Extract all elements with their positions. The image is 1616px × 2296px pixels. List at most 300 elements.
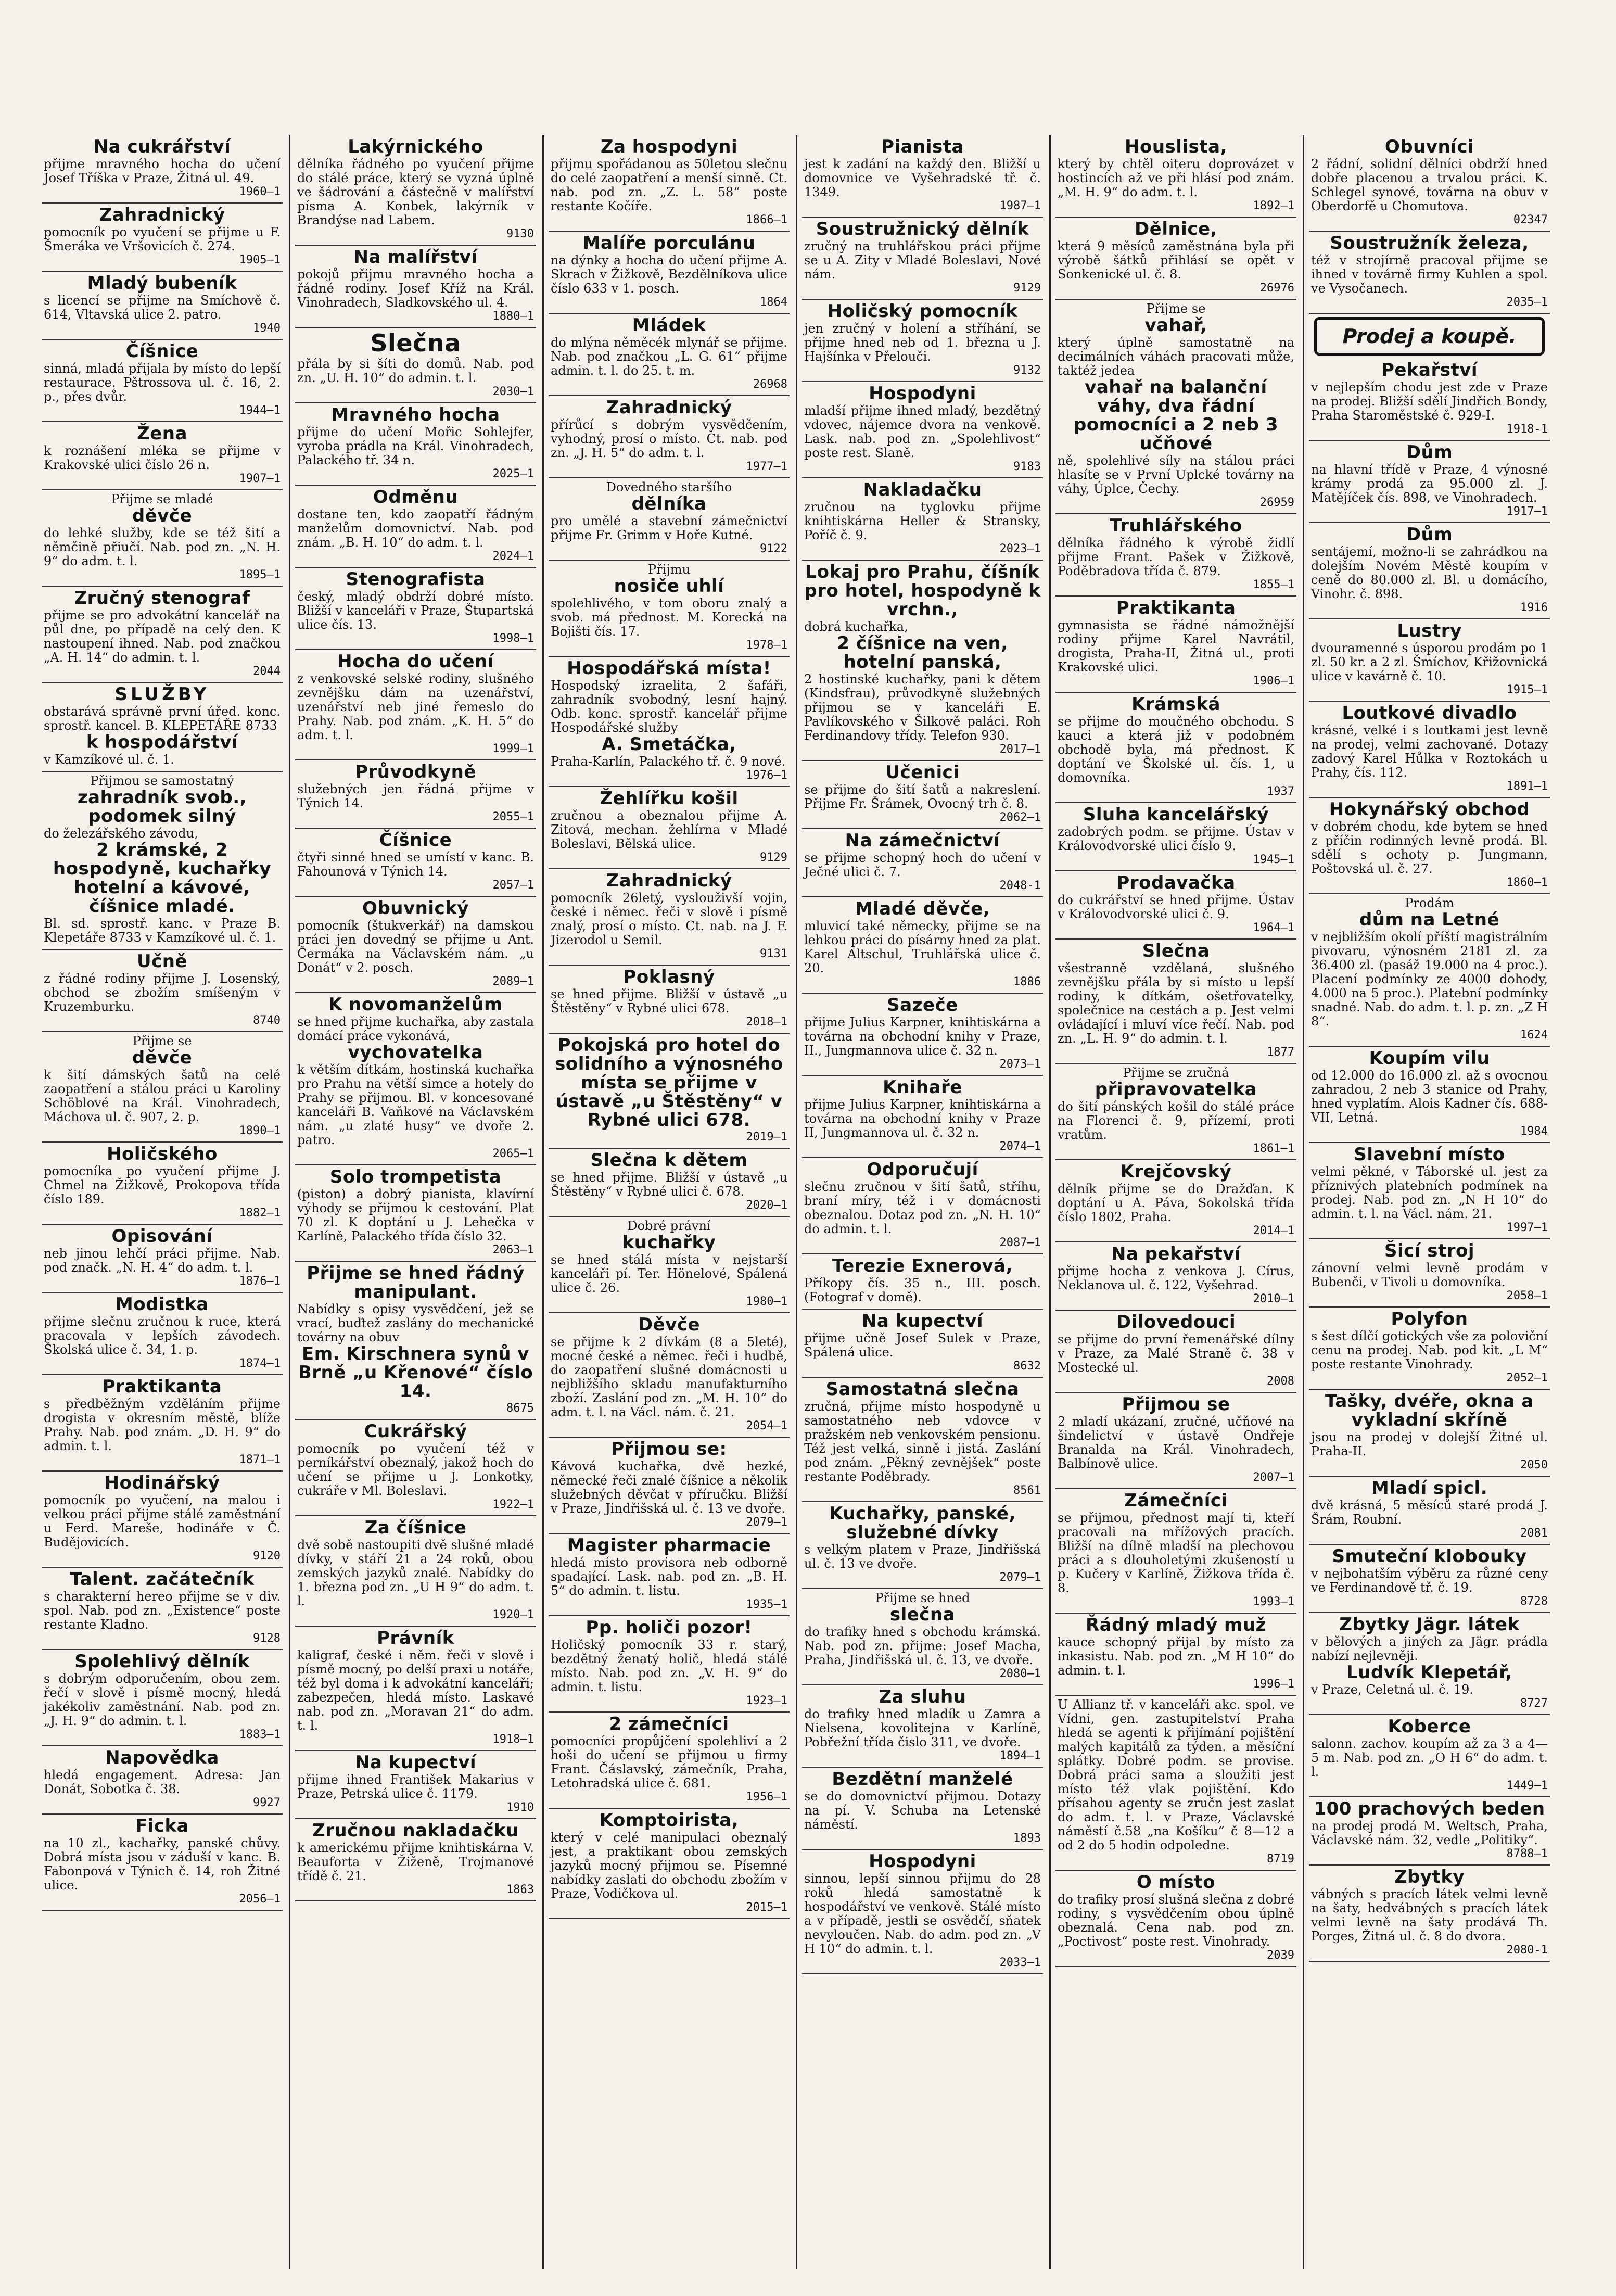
classified-ad [1055,1871,1296,1967]
classified-ad [42,1815,283,1911]
ad-heading: Na pekařství [1111,1244,1241,1264]
ad-body: pro umělé a stavební zámečnictví přijme Fr. Grimm v Hoře Kutné. [551,514,787,542]
ad-reference-number: 9131 [760,947,787,960]
ad-heading: Zbytky Jägr. látek [1339,1614,1520,1635]
ad-body: slečnu zručnou v šití šatů, stříhu, braní míry, též i v domácnosti obeznalou. Dotaz pod zn. „N. H. 10“ do admin. t. l. [804,1179,1041,1236]
ad-reference-number: 2015—1 [746,1901,787,1914]
ad-heading: Dilovedouci [1116,1312,1236,1333]
ad-heading: Bezdětní manželé [832,1769,1013,1790]
ad-heading: Dům [1406,442,1453,463]
ad-body: do šití pánských košil do stálé práce na Florenci č. 9, přízemí, proti vratům. [1058,1099,1294,1142]
ad-heading: Soustružnický dělník [816,219,1029,239]
ad-heading: dům na Letné [1359,909,1500,930]
ad-body: mladší přijme ihned mladý, bezdětný vdovec, nájemce dvora na venkově. Lask. nab. pod zn. „Spolehlivost“ poste rest. Slaně. [804,403,1041,460]
ad-reference-number: 1882—1 [239,1207,281,1220]
ad-reference-number: 1880—1 [492,310,534,323]
ad-heading: dělníka [631,493,707,514]
ad-heading: Pianista [881,136,964,157]
classified-ad [1309,702,1550,798]
ad-reference-number: 1999—1 [492,742,534,755]
ad-body: sinná, mladá přijala by místo do lepší restaurace. Pštrossova ul. č. 16, 2. p., přes dvůr. [44,361,281,404]
ad-heading: vahař, [1144,315,1207,336]
ad-heading: 2 zámečníci [609,1714,729,1734]
ad-reference-number: 2048-1 [999,879,1041,892]
ad-body: k šití dámských šatů na celé zaopatření a stálou práci u Karoliny Schöblové na Král. Vinohradech, Máchova ul. č. 907, 2. p. [44,1068,281,1124]
ad-reference-number: 9128 [253,1632,281,1645]
ad-body: na prodej prodá M. Weltsch, Praha, Václavské nám. 32, vedle „Politiky“. [1311,1819,1548,1847]
ad-heading: Dělnice, [1135,219,1217,239]
classified-ad [295,328,536,403]
ad-heading: Koberce [1388,1716,1471,1737]
ad-reference-number: 1876—1 [239,1275,281,1288]
ad-reference-number: 1907—1 [239,472,281,485]
ad-heading: Tašky, dvéře, okna a vykladní skříně [1325,1391,1534,1430]
ad-reference-number: 1918—1 [492,1733,534,1746]
ad-heading: Dům [1406,524,1453,545]
ad-reference-number: 1910 [506,1801,534,1814]
classified-ad [549,561,790,657]
classified-ad [1055,597,1296,693]
ad-body: čtyři sinné hned se umístí v kanc. B. Fahounová v Týnich 14. [297,850,534,879]
ad-heading: Přijmou se: [611,1439,727,1460]
ad-heading: Holičský pomocník [827,301,1018,322]
ad-body: v Praze, Celetná ul. č. 19. [1311,1682,1473,1697]
ad-heading: Obuvnický [362,898,469,919]
ad-reference-number: 1893 [1013,1832,1041,1845]
classified-ad [802,382,1043,478]
ad-body: z řádné rodiny přijme J. Losenský, obchod se zbožím smíšeným v Kruzemburku. [44,971,281,1014]
classified-ad [295,403,536,486]
ad-body: kauce schopný přijal by místo za inkasistu. Nab. pod zn. „M H 10“ do admin. t. l. [1058,1635,1294,1678]
classified-ad [295,486,536,568]
column-5 [1055,135,1296,2269]
ad-body: Kávová kuchařka, dvě hezké, německé řeči znalé číšnice a několik služebných děvčat v příručku. Bližší v Praze, Jindřišská ul. č. 13 ve dvoře. [551,1459,787,1516]
ad-reference-number: 9122 [760,542,787,555]
ad-heading: Zručný stenograf [74,588,250,608]
ad-body: dělník přijme se do Dražďan. K doptání u A. Páva, Sokolská třída číslo 1802, Praha. [1058,1182,1294,1224]
ad-reference-number: 2079—1 [999,1571,1041,1584]
ad-heading: Slečna [370,329,461,357]
ad-reference-number: 8561 [1013,1484,1041,1497]
column-rule [796,135,797,2269]
ad-body: Holičský pomocník 33 r. starý, bezdětný ženatý holič, hledá stálé místo. Nab. pod zn. „V. H. 9“ do admin. t. listu. [551,1638,787,1694]
ad-intro: Přijme se mladé [111,492,213,506]
ad-body: se hned přijme. Bližší v ústavě „u Štěstěny“ v Rybné ulici č. 678. [551,1170,787,1199]
ad-body: přírůcí s dobrým vysvědčením, vyhodný, prosí o místo. Ct. nab. pod zn. „J. H. 5“ do adm. t. l. [551,417,787,460]
ad-reference-number: 2057—1 [492,879,534,892]
classified-ad [295,1262,536,1420]
ad-reference-number: 1945—1 [1253,853,1294,866]
ad-body: se přijme do moučného obchodu. S kauci a která již v podobném obchodě byla, má přednost. K doptání ve Školské ul. čís. 1, u domovníka. [1058,714,1294,785]
ad-reference-number: 1860—1 [1506,876,1548,889]
ad-heading: Žehlířku košil [600,788,739,809]
classified-ad [42,1650,283,1746]
classified-ad [1309,359,1550,441]
ad-reference-number: 1890—1 [239,1124,281,1137]
ad-reference-number: 1918-1 [1506,423,1548,436]
ad-body: zručnou na tyglovku přijme knihtiskárna Heller & Stransky, Poříč č. 9. [804,500,1041,542]
ad-reference-number: 1886 [1013,975,1041,988]
ad-reference-number: 26959 [1259,496,1294,509]
classified-ad [1055,693,1296,803]
ad-heading: SLUŽBY [114,684,210,705]
classified-ad [1309,1477,1550,1545]
classified-ad [42,1472,283,1568]
ad-heading: Komptoiristа, [599,1810,739,1831]
classified-ad [42,1568,283,1650]
ad-body: v bělových a jiných za Jägr. prádla nabízí nejlevněji. [1311,1634,1548,1663]
ad-heading: Zahradnický [99,205,225,225]
classified-ad [1055,940,1296,1064]
ad-heading: Solo trompetista [329,1166,502,1187]
ad-body: Nabídky s opisy vysvědčení, jež se vrací, buďtež zaslány do mechanické továrny na obuv [297,1302,534,1344]
ad-heading: Ludvík Klepetář, [1346,1662,1512,1683]
column-rule [542,135,544,2269]
classified-ad [295,1420,536,1516]
ad-heading: Sluha kancelářský [1083,804,1269,825]
ad-body: dvouramenné s úsporou prodám po 1 zl. 50 kr. a 2 zl. Šmíchov, Křižovnická ulice v kavárně č. 10. [1311,641,1548,683]
classified-ad [1309,894,1550,1047]
ad-heading: Za číšnice [364,1517,467,1538]
classified-ad [549,869,790,966]
ad-body: jest k zadání na každý den. Bližší u domovnice ve Vyšehradské tř. č. 1349. [804,157,1041,199]
ad-heading: Učně [136,951,188,972]
ad-body: s dobrým odporučením, obou zem. řečí v slově i písmě mocný, hledá jakékoliv zaměstnání. Nab. pod zn. „J. H. 9“ do admin. t. l. [44,1671,281,1728]
classified-ad [802,1768,1043,1850]
classified-ad [549,1809,790,1919]
ad-intro: Přijme se [132,1034,192,1048]
column-1 [42,135,283,2269]
classified-ad [802,1254,1043,1310]
ad-heading: Přijme se hned řádný manipulant. [307,1263,525,1302]
classified-ad [802,1502,1043,1589]
ad-heading: Krámská [1131,694,1220,715]
ad-reference-number: 1937 [1267,785,1294,798]
ad-body: v dobrém chodu, kde bytem se hned z příčin rodinných levně prodá. Bl. sdělí s ochoty p. Jungmann, Poštovská ul. č. 27. [1311,819,1548,876]
ad-heading: Opisování [111,1226,213,1247]
ad-body: se přijme do šití šatů a nakreslení. Přijme Fr. Šrámek, Ovocný trh č. 8. [804,782,1041,811]
ad-intro: Přijmou se samostatný [90,773,234,788]
ad-intro: Přijme se [1146,301,1206,316]
ad-intro: Přijme se zručná [1123,1065,1229,1080]
classified-ad [1055,300,1296,514]
classified-ad [1309,1797,1550,1866]
column-rule [1049,135,1051,2269]
ad-body: zadobrých podm. se přijme. Ústav v Královodvorské ulici číslo 9. [1058,824,1294,853]
ad-body: jen zručný v holení a stříhání, se přijme hned neb od 1. března u J. Hajšínka v Přelouči. [804,321,1041,364]
classified-ad [549,787,790,869]
ad-reference-number: 8788—1 [1506,1847,1548,1860]
ad-body: pomocník po vyučení, na malou i velkou práci přijme stálé zaměstnání u Ferd. Mareše, hodináře v Č. Budějovicích. [44,1493,281,1550]
ad-reference-number: 1980—1 [746,1295,787,1308]
ad-reference-number: 2080—1 [999,1667,1041,1680]
ad-reference-number: 1871—1 [239,1453,281,1466]
classified-ad [42,135,283,204]
ad-body: dvě sobě nastoupiti dvě slušné mladé dívky, v stáří 21 a 24 roků, obou zemských jazyků znalé. Nabídky do 1. března pod zn. „U H 9“ do adm. t. l. [297,1538,534,1608]
classified-ad [1055,218,1296,300]
ad-reference-number: 8728 [1520,1595,1548,1608]
ad-reference-number: 2033—1 [999,1956,1041,1969]
ad-body: s velkým platem v Praze, Jindřišská ul. č. 13 ve dvoře. [804,1542,1041,1571]
classified-ad [549,1616,790,1713]
classified-ad [295,1165,536,1262]
classified-ad [549,478,790,561]
classified-ad [1309,1715,1550,1797]
ad-reference-number: 2010—1 [1253,1292,1294,1305]
ad-heading: Ficka [135,1816,189,1836]
column-rule [1303,135,1304,2269]
ad-heading: Lokaj pro Prahu, číšník pro hotel, hospodyně k vrchn., [804,562,1041,620]
ad-heading: Na kupectví [354,1752,477,1773]
ad-heading: Truhlářského [1110,515,1242,536]
ad-heading: Obuvníci [1384,136,1474,157]
ad-body: zručná, přijme místo hospodyně u samostatného neb vdovce v pražském neb venkovském pensionu. Též jest velká, sinně i jistá. Zaslání pod znám. „Pěkný zevnějšek“ poste restante Poděbrady. [804,1399,1041,1484]
ad-body: hledá engagement. Adresa: Jan Donát, Sobotka č. 38. [44,1768,281,1796]
ad-body: na hlavní třídě v Praze, 4 výnosné krámy prodá za 95.000 zl. J. Matějíček čís. 898, ve Vinohradech. [1311,462,1548,505]
ad-heading: Krejčovský [1120,1161,1232,1182]
classified-ad [549,232,790,314]
ad-body: 2 řádní, solidní dělníci obdrží hned dobře placenou a trvalou práci. K. Schlegel synové, továrna na obuv v Oberdorfě u Chomutova. [1311,157,1548,213]
ad-body: v Kamzíkové ul. č. 1. [44,752,174,767]
ad-heading: slečna [889,1604,956,1625]
ad-heading: Žena [137,423,187,444]
ad-heading: Sazeče [887,995,958,1016]
classified-ad [42,1746,283,1815]
classified-ad [549,1149,790,1217]
ad-heading: Praktikanta [102,1376,222,1397]
ad-reference-number: 2019—1 [746,1131,787,1144]
section-heading: Prodej a koupě. [1314,317,1545,356]
classified-ad [802,1850,1043,1974]
classified-ad [42,1293,283,1375]
ad-body: se přijme schopný hoch do učení v Ječné ulici č. 7. [804,851,1041,879]
ad-body: velmi pěkné, v Táborské ul. jest za příznivých platebních podmínek na prodej. Nab. pod zn. „N H 10“ do admin. t. l. na Václ. nám. 21. [1311,1164,1548,1221]
ad-reference-number: 1917—1 [1506,505,1548,518]
ad-body: s předběžným vzděláním přijme drogista v okresním městě, blíže Prahy. Nab. pod znám. „D. H. 9“ do admin. t. l. [44,1397,281,1453]
ad-reference-number: 1978—1 [746,639,787,652]
ad-body: do trafiky hned mladík u Zamra a Nielsena, kovolitejna v Karlíně, Pobřežní třída čislo 311, ve dvoře. [804,1707,1041,1749]
ad-heading: Řádný mladý muž [1086,1615,1266,1635]
ad-body: vábných s pracích látek velmi levně na šaty, hedvábných s pracích látek velmi levně na šaty prodává Th. Porges, Žitná ul. č. 8 do dvora. [1311,1887,1548,1944]
ad-body: český, mladý obdrží dobré místo. Bližší v kanceláři v Praze, Štupartská ulice čís. 13. [297,589,534,632]
ad-heading: Houslista, [1125,136,1227,157]
classified-ad [549,1313,790,1438]
classified-ad [1055,135,1296,218]
ad-heading: Mladí spicl. [1371,1478,1488,1499]
classified-ad [549,1034,790,1149]
ad-body: spolehlivého, v tom oboru znalý a svob. má přednost. M. Korecká na Bojišti čís. 17. [551,596,787,639]
ad-reference-number: 1864 [760,296,787,309]
ad-body: pokojů přijmu mravného hocha a řádné rodiny. Josef Kříž na Král. Vinohradech, Sladkovského ul. 4. [297,267,534,310]
classified-ad [802,561,1043,761]
ad-heading: 2 krámské, 2 hospodyně, kuchařky hotelní a kávové, číšnice mladé. [53,840,272,917]
ad-body: přála by si šíti do domů. Nab. pod zn. „U. H. 10“ do admin. t. l. [297,357,534,385]
classified-ad [1309,232,1550,314]
classified-ad [42,683,283,772]
ad-reference-number: 1997—1 [1506,1221,1548,1234]
ad-heading: Loutkové divadlo [1342,703,1517,724]
ad-heading: 100 prachových beden [1314,1798,1545,1819]
ad-body: pomocník po vyučení se přijme u F. Šmeráka ve Vršovicích č. 274. [44,225,281,253]
ad-reference-number: 2058—1 [1506,1289,1548,1302]
ad-body: přijme Julius Karpner, knihtiskárna a továrna na obchodní knihy v Praze II, Jungmannova ul. č. 32 n. [804,1097,1041,1140]
ad-reference-number: 2014—1 [1253,1224,1294,1237]
classified-ad [295,650,536,760]
ad-body: se hned přijme. Bližší v ústavě „u Štěstěny“ v Rybné ulici 678. [551,987,787,1016]
ad-reference-number: 2089—1 [492,975,534,988]
ad-body: se do domovnictví přijmou. Dotazy na pí. V. Schuba na Letenské náměstí. [804,1789,1041,1832]
ad-body: s charakterní hereo přijme se v div. spol. Nab. pod zn. „Existence“ poste restante Kladno. [44,1589,281,1632]
classified-ad [1309,1545,1550,1613]
ad-body: Bl. sd. sprostř. kanc. v Praze B. Klepetáře 8733 v Kamzíkové ul. č. 1. [44,916,281,945]
ad-body: k roznášení mléka se přijme v Krakovské ulici číslo 26 n. [44,443,281,472]
classified-ad [295,1627,536,1751]
ad-reference-number: 1964—1 [1253,921,1294,934]
classified-ad [1055,1242,1296,1311]
ad-body: krásné, velké i s loutkami jest levně na prodej, velmi zachované. Dotazy zadový Karel Hůlka v Roztokách u Prahy, čís. 112. [1311,723,1548,780]
ad-heading: Právník [377,1628,454,1648]
ad-heading: Za sluhu [879,1686,966,1707]
column-rule [289,135,290,2269]
ad-body: od 12.000 do 16.000 zl. až s ovocnou zahradou, 2 neb 3 stanice od Prahy, hned vyplatím. Alois Kadner čís. 688-VII, Letná. [1311,1068,1548,1125]
ad-reference-number: 1449—1 [1506,1779,1548,1792]
ad-heading: Lakýrnického [348,136,483,157]
ad-heading: děvče [132,1047,193,1068]
ad-reference-number: 1894—1 [999,1749,1041,1762]
ad-body: na dýnky a hocha do učení přijme A. Skrach v Žižkově, Bezdělníkova ulice číslo 633 v 1. posch. [551,253,787,296]
ad-body: zručný na truhlářskou práci přijme se u A. Zity v Mladé Boleslavi, Nové nám. [804,239,1041,282]
ad-heading: Knihaře [883,1077,962,1098]
classified-ad [295,1819,536,1901]
classified-ad [1309,135,1550,232]
ad-body: ně, spolehlivé síly na stálou práci hlasíte se v První Uplcké továrny na váhy, Úplce, Čechy. [1058,453,1294,496]
ad-heading: Zámečníci [1124,1490,1228,1511]
classified-ad [1309,1143,1550,1239]
ad-body: obstarává správně první úřed. konc. sprostř. kancel. B. KLEPETÁŘE 8733 [44,704,281,733]
classified-ad [802,218,1043,300]
ad-heading: Zbytky [1394,1867,1465,1887]
classified-ad [802,300,1043,382]
ad-reference-number: 1996—1 [1253,1678,1294,1691]
ad-reference-number: 2054—1 [746,1419,787,1432]
ad-heading: Stenografista [346,569,486,590]
ad-reference-number: 9132 [1013,364,1041,377]
ad-body: přijme slečnu zručnou k ruce, která pracovala v lepších závodech. Školská ulice č. 34, 1. p. [44,1314,281,1357]
ad-body: se hned stálá místa v nejstarší kanceláři pí. Ter. Hönelové, Spálená ulice č. 26. [551,1252,787,1295]
ad-heading: Kuchařky, panské, služebné dívky [829,1503,1016,1543]
classified-ad [42,340,283,422]
ad-heading: zahradník svob., podomek silný [77,787,247,827]
ad-body: do lehké služby, kde se též šití a němčině přiučí. Nab. pod zn. „N. H. 9“ do adm. t. l. [44,526,281,568]
ad-heading: Polyfon [1391,1309,1468,1329]
ad-heading: Za hospodyni [600,136,738,157]
ad-body: zánovní velmi levně prodám v Bubenči, v Tivoli u domovníka. [1311,1261,1548,1289]
ad-body: (piston) a dobrý pianista, klavírní výhody se přijmou k cestování. Plat 70 zl. K doptání u J. Lehečka v Karlíně, Palackého třída číslo 32. [297,1187,534,1244]
ad-reference-number: 1956—1 [746,1791,787,1804]
classified-ad [802,1589,1043,1685]
ad-heading: K novomanželům [328,994,503,1015]
ad-reference-number: 9129 [1013,282,1041,295]
ad-body: dvě krásná, 5 měsíců staré prodá J. Šrám, Roubní. [1311,1498,1548,1527]
classified-ad [802,994,1043,1076]
ad-body: přijme Julius Karpner, knihtiskárna a továrna na obchodní knihy v Praze, II., Jungmannova ulice č. 32 n. [804,1015,1041,1058]
ad-body: k americkému přijme knihtiskárna V. Beauforta v Žiženě, Trojmanové třídě č. 21. [297,1841,534,1883]
ad-reference-number: 1920—1 [492,1608,534,1621]
ad-heading: Holičského [107,1144,218,1164]
classified-ad [1309,1047,1550,1143]
ad-body: sinnou, lepší sinnou přijmu do 28 roků hledá samostatně k hospodářství ve venkově. Stálé místo a v případě, jestli se osvědčí, sňatek nevyloučen. Nab. do adm. pod zn. „V H 10“ do admin. t. l. [804,1871,1041,1956]
ad-body: přijmu spořádanou as 50letou slečnu do celé zaopatření a menší sinně. Ct. nab. pod zn. „Z. L. 58“ poste restante Kočíře. [551,157,787,213]
ad-reference-number: 2056—1 [239,1893,281,1906]
ad-heading: Přijmou se [1122,1394,1230,1415]
ad-reference-number: 1940 [253,322,281,335]
ad-reference-number: 2052—1 [1506,1372,1548,1385]
ad-reference-number: 2081 [1520,1527,1548,1540]
column-3 [549,135,790,2269]
ad-heading: Mladé děvče, [855,898,990,919]
ad-reference-number: 1861—1 [1253,1142,1294,1155]
ad-body: přijme mravného hocha do učení Josef Tříška v Praze, Žitná ul. 49. [44,157,281,185]
ad-reference-number: 2018—1 [746,1016,787,1029]
ad-reference-number: 1993—1 [1253,1595,1294,1608]
ad-reference-number: 1987—1 [999,199,1041,212]
ad-reference-number: 2017—1 [999,743,1041,756]
ad-reference-number: 1944—1 [239,404,281,417]
classified-ad [802,1378,1043,1502]
classified-ad [1309,798,1550,894]
ad-heading: Soustružník železa, [1330,233,1529,253]
ad-body: do trafiky prosí slušná slečna z dobré rodiny, s vysvědčením obou úplně obeznalá. Cena nab. pod zn. „Poctivost“ poste rest. Vinohrady. [1058,1892,1294,1949]
classified-ad [1309,1613,1550,1715]
ad-heading: Hospodyni [869,1851,976,1872]
ad-intro: Dobré právní [627,1219,711,1233]
ad-reference-number: 1624 [1520,1029,1548,1042]
ad-body: která 9 měsíců zaměstnána byla při výrobě šátků přihlásí se opět v Sonkenické ul. č. 8. [1058,239,1294,282]
ad-reference-number: 2023—1 [999,542,1041,555]
ad-body: sentájemí, možno-li se zahrádkou na dolejším Novém Městě koupím v ceně do 80.000 zl. Bl. u domácího, Vinohr. č. 898. [1311,544,1548,601]
ad-heading: k hospodářství [86,732,238,753]
classified-ad [295,897,536,993]
ad-reference-number: 1916 [1520,601,1548,614]
classified-ad [1055,1489,1296,1614]
ad-body: k větším dítkám, hostinská kuchařka pro Prahu na větší simce a hotely do Prahy se přijmou. Bl. v koncesované kanceláři B. Vaňkové na Václavském nám. „u zlaté husy“ ve dvoře 2. patro. [297,1062,534,1147]
ad-body: 2 mladí ukázaní, zručné, učňové na šindelictví v ústavě Ondřeje Branalda na Král. Vinohradech, Balbínově ulice. [1058,1414,1294,1471]
ad-reference-number: 02347 [1513,213,1548,226]
ad-heading: Slavební místo [1354,1144,1505,1165]
ad-reference-number: 2087—1 [999,1236,1041,1249]
classified-ad [549,1713,790,1809]
ad-reference-number: 8632 [1013,1360,1041,1373]
classified-ad [295,829,536,897]
ad-body: též v strojírně pracoval přijme se ihned v továrně firmy Kuhlen a spol. ve Vysočanech. [1311,253,1548,296]
ad-body: který úplně samostatně na decimálních váhách pracovati může, taktéž jedea [1058,335,1294,378]
ad-body: se přijmou, přednost mají ti, kteří pracovali na mřížových pracích. Bližší na dílně mladší na plechovou práci a s dlouholetými zkušeností u p. Kučery v Karlíně, Žižkova třída č. 8. [1058,1511,1294,1595]
ad-heading: Mládek [632,315,706,336]
classified-ad [549,966,790,1034]
classified-ad [1309,1390,1550,1477]
ad-body: U Allianz tř. v kanceláři akc. spol. ve Vídni, gen. zastupitelství Praha hledá se agenti k přijímání pojištění malých kapitálů za týden. a měsíční splátky. Dobré podm. se provise. Dobrá práci sama a sloužiti jest místo též vlak pojištění. Kdo přísahou agenty se zručn jest zaslat do adm. t. l. v Praze, Václavské náměstí č.58 „na Košíku“ č 8—12 a od 2 do 5 hodin odpoledne. [1058,1697,1294,1853]
ad-body: jsou na prodej v dolejší Žitné ul. Praha-II. [1311,1430,1548,1458]
ad-body: přijme se pro advokátní kancelář na půl dne, po případě na celý den. K nastoupení ihned. Nab. pod značkou „A. H. 14“ do admin. t. l. [44,608,281,665]
ad-heading: Zručnou nakladačku [312,1820,519,1841]
ad-reference-number: 26976 [1259,282,1294,295]
ad-body: přijme do učení Mořic Sohlejfer, vyroba prádla na Král. Vinohradech, Palackého tř. 34 n. [297,425,534,467]
ad-heading: Slečna k dětem [590,1150,748,1171]
ad-reference-number: 9183 [1013,460,1041,473]
ad-heading: vahař na balanční váhy, dva řádní pomocníci a 2 neb 3 učňové [1073,377,1278,454]
ad-body: který v celé manipulaci obeznalý jest, a praktikant obou zemských jazyků mocný přijmou se. Písemné nabídky zaslati do obchodu zbožím v Praze, Vodičkova ul. [551,1830,787,1901]
ad-body: v nejlepším chodu jest zde v Praze na prodej. Bližší sdělí Jindřich Bondy, Praha Staroměstské č. 929-I. [1311,380,1548,423]
